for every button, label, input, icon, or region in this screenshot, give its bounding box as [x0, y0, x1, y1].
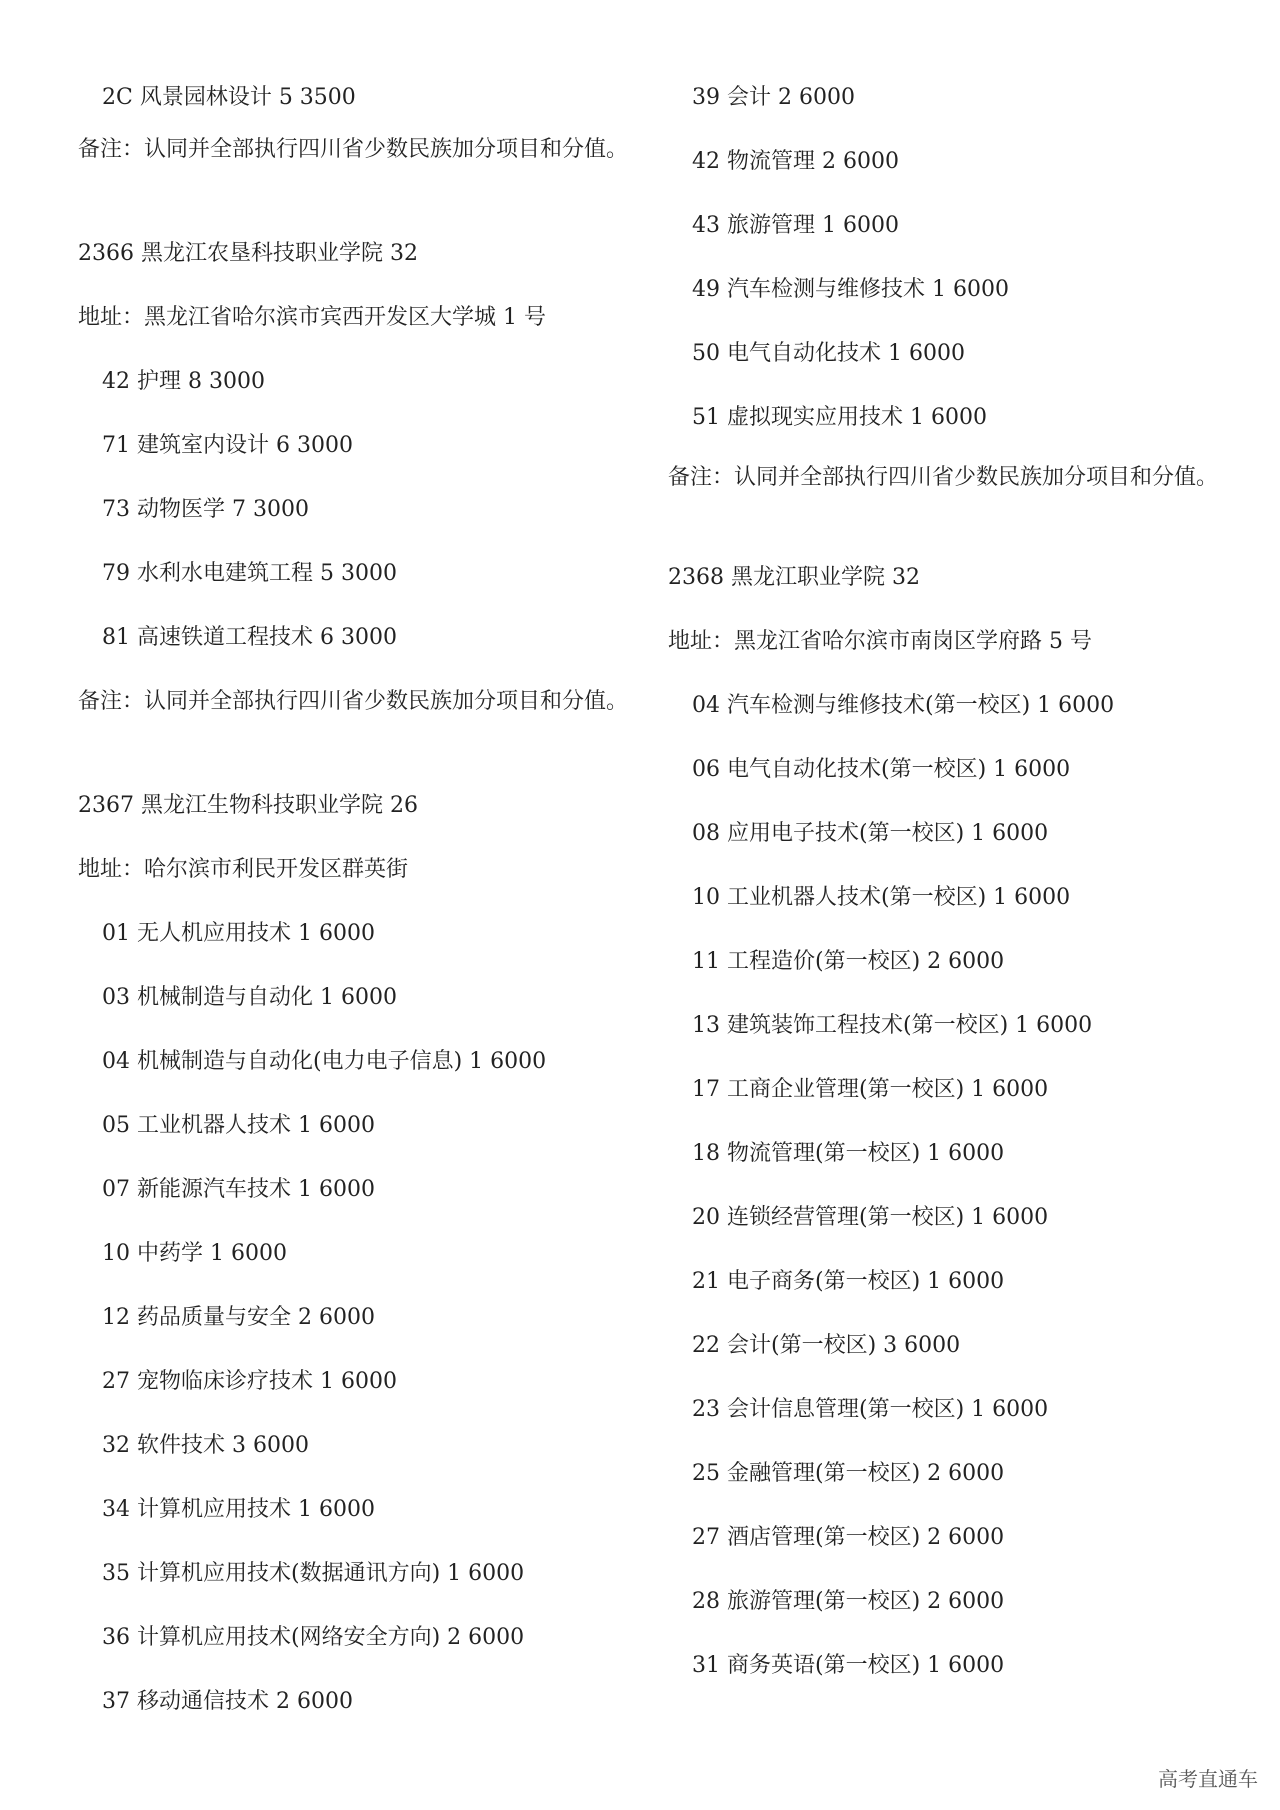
major-line: 2C 风景园林设计 5 3500	[102, 85, 356, 110]
major-line: 43 旅游管理 1 6000	[692, 213, 899, 238]
major-line: 06 电气自动化技术(第一校区) 1 6000	[692, 757, 1071, 782]
major-line: 36 计算机应用技术(网络安全方向) 2 6000	[102, 1625, 525, 1650]
major-line: 42 护理 8 3000	[102, 369, 265, 394]
school-line: 2367 黑龙江生物科技职业学院 26	[78, 793, 418, 818]
major-line: 49 汽车检测与维修技术 1 6000	[692, 277, 1009, 302]
major-line: 42 物流管理 2 6000	[692, 149, 899, 174]
major-line: 03 机械制造与自动化 1 6000	[102, 985, 397, 1010]
major-line: 08 应用电子技术(第一校区) 1 6000	[692, 821, 1049, 846]
major-line: 04 机械制造与自动化(电力电子信息) 1 6000	[102, 1049, 547, 1074]
major-line: 79 水利水电建筑工程 5 3000	[102, 561, 397, 586]
address-line: 地址：黑龙江省哈尔滨市南岗区学府路 5 号	[668, 629, 1092, 654]
major-line: 17 工商企业管理(第一校区) 1 6000	[692, 1077, 1049, 1102]
major-line: 22 会计(第一校区) 3 6000	[692, 1333, 961, 1358]
major-line: 39 会计 2 6000	[692, 85, 855, 110]
address-line: 地址：哈尔滨市利民开发区群英街	[78, 857, 409, 882]
major-line: 25 金融管理(第一校区) 2 6000	[692, 1461, 1005, 1486]
school-line: 2366 黑龙江农垦科技职业学院 32	[78, 241, 418, 266]
major-line: 18 物流管理(第一校区) 1 6000	[692, 1141, 1005, 1166]
major-line: 23 会计信息管理(第一校区) 1 6000	[692, 1397, 1049, 1422]
major-line: 73 动物医学 7 3000	[102, 497, 309, 522]
major-line: 05 工业机器人技术 1 6000	[102, 1113, 375, 1138]
major-line: 04 汽车检测与维修技术(第一校区) 1 6000	[692, 693, 1115, 718]
major-line: 51 虚拟现实应用技术 1 6000	[692, 405, 987, 430]
major-line: 01 无人机应用技术 1 6000	[102, 921, 375, 946]
major-line: 37 移动通信技术 2 6000	[102, 1689, 353, 1714]
school-line: 2368 黑龙江职业学院 32	[668, 565, 920, 590]
major-line: 27 宠物临床诊疗技术 1 6000	[102, 1369, 397, 1394]
major-line: 81 高速铁道工程技术 6 3000	[102, 625, 397, 650]
major-line: 32 软件技术 3 6000	[102, 1433, 309, 1458]
watermark-text: 高考直通车	[1158, 1767, 1258, 1791]
note-line: 备注：认同并全部执行四川省少数民族加分项目和分值。	[78, 137, 629, 162]
major-line: 11 工程造价(第一校区) 2 6000	[692, 949, 1005, 974]
major-line: 20 连锁经营管理(第一校区) 1 6000	[692, 1205, 1049, 1230]
major-line: 27 酒店管理(第一校区) 2 6000	[692, 1525, 1005, 1550]
note-line: 备注：认同并全部执行四川省少数民族加分项目和分值。	[78, 689, 629, 714]
note-line: 备注：认同并全部执行四川省少数民族加分项目和分值。	[668, 465, 1219, 490]
major-line: 21 电子商务(第一校区) 1 6000	[692, 1269, 1005, 1294]
major-line: 28 旅游管理(第一校区) 2 6000	[692, 1589, 1005, 1614]
major-line: 31 商务英语(第一校区) 1 6000	[692, 1653, 1005, 1678]
major-line: 50 电气自动化技术 1 6000	[692, 341, 965, 366]
major-line: 07 新能源汽车技术 1 6000	[102, 1177, 375, 1202]
major-line: 10 工业机器人技术(第一校区) 1 6000	[692, 885, 1071, 910]
major-line: 10 中药学 1 6000	[102, 1241, 287, 1266]
major-line: 71 建筑室内设计 6 3000	[102, 433, 353, 458]
major-line: 12 药品质量与安全 2 6000	[102, 1305, 375, 1330]
address-line: 地址：黑龙江省哈尔滨市宾西开发区大学城 1 号	[78, 305, 546, 330]
major-line: 35 计算机应用技术(数据通讯方向) 1 6000	[102, 1561, 525, 1586]
major-line: 34 计算机应用技术 1 6000	[102, 1497, 375, 1522]
major-line: 13 建筑装饰工程技术(第一校区) 1 6000	[692, 1013, 1093, 1038]
